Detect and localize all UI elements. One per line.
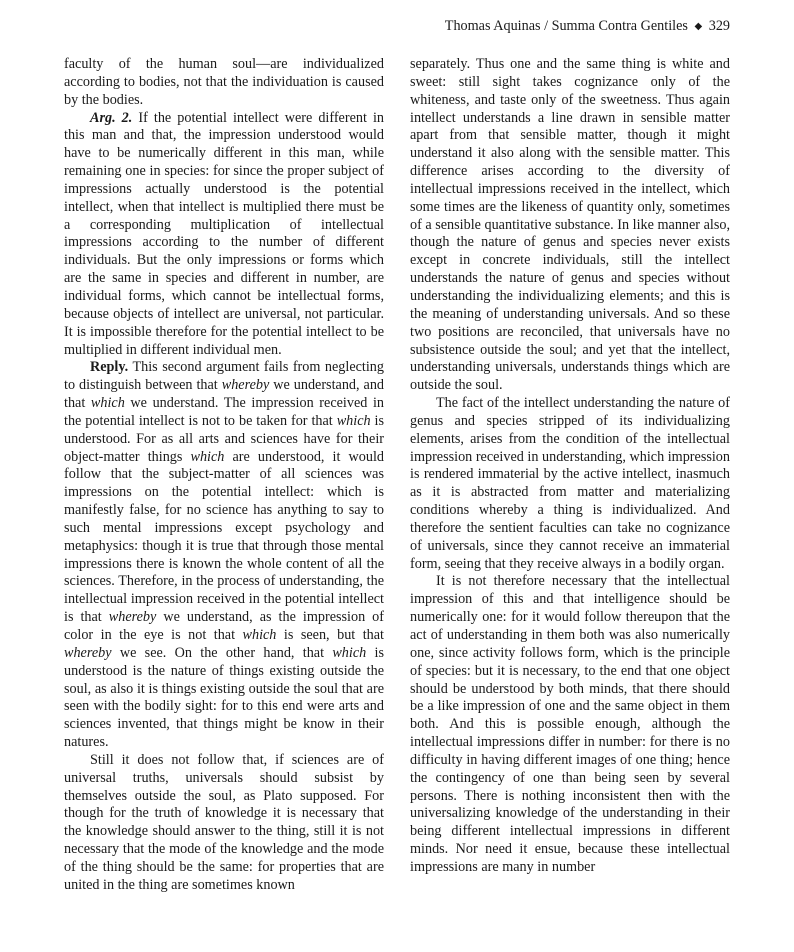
reply-text: we understand. The impression received in the potential intellect is not to be taken for that: [64, 395, 385, 429]
emphasis-which: which: [190, 448, 225, 465]
left-column: [64, 56, 384, 895]
emphasis-whereby: whereby: [221, 377, 270, 394]
emphasis-which: which: [242, 627, 277, 643]
reply-text: we understand, as the impression of color in the eye is not that: [64, 609, 384, 643]
separator-ornament-icon: ◆: [694, 21, 703, 32]
reply-text: This second argument fails from neglecting to distinguish between that: [64, 359, 384, 394]
reply-text: we understand, and that: [64, 377, 385, 412]
paragraph-argument-2: [64, 110, 384, 360]
reply-text: is seen, but that: [276, 627, 384, 643]
paragraph-continuation: faculty of the human soul—are individualized according to bodies, not that the individuation is caused by the bodies.: [64, 56, 384, 108]
paragraph-body: Still it does not follow that, if sciences are of universal truths, universals should subsist by themselves outside the soul, as Plato supposed. For though for the truth of knowledge it is necessary that the knowledge should answer to the thing, still it is not necessary that the mode of the knowledge and the mode of the thing should be the same: for properties that are united in the thing are sometimes known: [64, 751, 384, 893]
emphasis-which: which: [90, 395, 125, 412]
reply-text: is understood is the nature of things existing outside the soul, as also it is things existing outside the soul that are seen with the bodily sight: for to this end were arts and sciences invented, that things might be know in their natures.: [64, 644, 384, 751]
argument-text: If the potential intellect were different in this man and that, the impression understood would have to be numerically different in this man, while remaining one in species: for since the proper subject of impressions actually understood is the potential intellect, when that intellect is multiplied there must be a corresponding multiplication of intellectual impressions according to the number of different individuals. But the only impressions or forms which are the same in species and different in number, are individual forms, which cannot be intellectual forms, because objects of intellect are universal, not particular. It is impossible therefore for the potential intellect to be multiplied in different individual men.: [64, 109, 384, 358]
reply-text: are understood, it would follow that the subject-matter of all sciences was impressions on the potential intellect: which is manifestly false, for no science has anything to say to such mental impressions except psychology and metaphysics: though it is true that through those mental impressions there is known the whole content of all the sciences. Therefore, in the process of understanding, the intellectual impression received in the potential intellect is that: [64, 448, 384, 626]
page-number: 329: [708, 18, 730, 34]
paragraph-continuation: separately. Thus one and the same thing is white and sweet: still sight takes cognizance only of the whiteness, and taste only of the sweetness. Thus again intellect understands a line drawn in sensible matter apart from that sensible matter, though it might understand it also along with the sensible matter. This difference arises according to the diversity of intellectual impressions received in the intellect, which some times are the likeness of quantity only, sometimes of a sensible quantitative substance. In like manner also, though the nature of genus and species never exists except in concrete individuals, still the intellect understands the nature of genus and species without understanding the individualizing elements; and this is the meaning of understanding universals. And so these two positions are reconciled, that universals have no subsistence outside the soul; and yet that the intellect, understanding universals, understands things which are outside the soul.: [410, 56, 730, 394]
reply-label: Reply.: [90, 359, 129, 376]
running-title: Thomas Aquinas / Summa Contra Gentiles: [444, 18, 688, 34]
emphasis-which: which: [332, 644, 367, 661]
paragraph-body: It is not therefore necessary that the intellectual impression of this and that intelligence should be numerically one: for it would follow thereupon that the act of understanding in them both was also numerically one, since activity follows form, which is the principle of species: but it is necessary, to the end that one object should be understood by both minds, that there should be a like impression of one and the same object in them both. And this is possible enough, although the intellectual impressions differ in number: for there is no difficulty in having different images of one thing; hence the contingency of one than being seen by several persons. There is nothing inconsistent then with the universalizing knowledge of the understanding in their being different intellectual impressions in different minds. Nor need it ensue, because these intellectual impressions are many in number: [410, 573, 730, 875]
paragraph-reply: [64, 359, 384, 752]
reply-text: we see. On the other hand, that: [111, 644, 333, 661]
argument-label: Arg. 2.: [90, 109, 133, 126]
running-head: [420, 17, 730, 37]
emphasis-which: which: [336, 412, 371, 429]
emphasis-whereby: whereby: [108, 609, 157, 626]
reply-text: is understood. For as all arts and sciences have for their object-matter things: [64, 412, 385, 465]
emphasis-whereby: whereby: [64, 644, 112, 661]
right-column: [410, 56, 730, 877]
paragraph-body: The fact of the intellect understanding the nature of genus and species stripped of its individualizing elements, arises from the condition of the intellectual impression received in understanding, which impression is rendered immaterial by the active intellect, inasmuch as it is abstracted from matter and materializing conditions whereby a thing is individualized. And therefore the sentient faculties can take no cognizance of universals, since they cannot receive an immaterial form, seeing that they receive always in a bodily organ.: [410, 395, 730, 572]
